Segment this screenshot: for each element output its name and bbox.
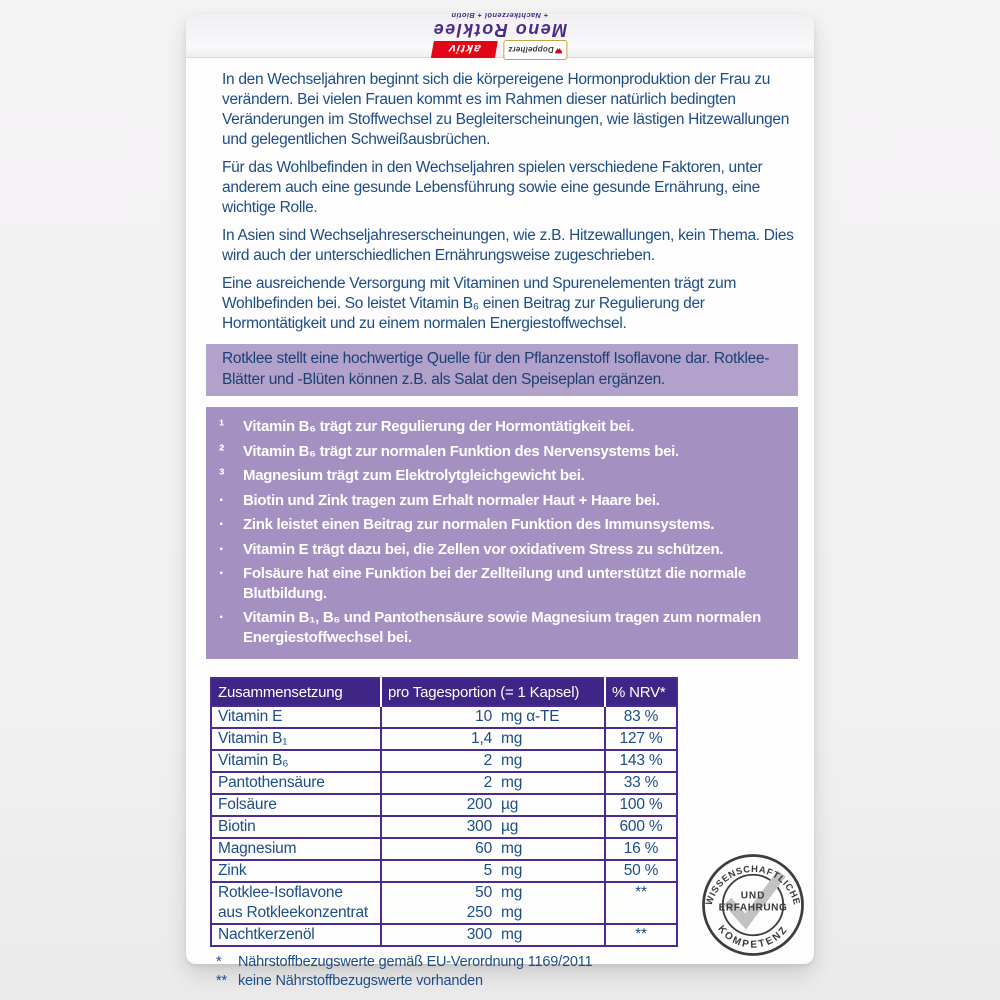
- cell-nrv: **: [605, 882, 677, 924]
- benefit-text: Magnesium trägt zum Elektrolytgleichgewicht bei.: [243, 467, 585, 484]
- table-row: [211, 860, 677, 882]
- table-row: [211, 882, 677, 924]
- seal-center-line2: ERFAHRUNG: [718, 902, 788, 914]
- cell-amount: 300 mg: [381, 924, 605, 946]
- cell-name: Pantothensäure: [211, 772, 381, 794]
- benefit-text: Vitamin B₆ trägt zur Regulierung der Hormontätigkeit bei.: [243, 418, 635, 435]
- package-back-panel: [186, 11, 814, 989]
- product-subtitle: + Nachtkerzenöl + Biotin: [451, 11, 549, 20]
- benefit-marker: ²: [219, 442, 225, 460]
- benefit-item: [216, 540, 782, 560]
- benefit-item: [216, 417, 782, 437]
- cell-amount: 2 mg: [381, 772, 605, 794]
- benefits-box: [206, 407, 798, 659]
- cell-amount: 5 mg: [381, 860, 605, 882]
- brand-block-upside-down: [432, 11, 567, 60]
- benefit-marker: ·: [219, 565, 225, 582]
- competence-seal: [698, 850, 808, 960]
- cell-amount: 200 µg: [381, 794, 605, 816]
- cell-nrv: 600 %: [605, 816, 677, 838]
- benefit-marker: ·: [219, 540, 225, 558]
- benefit-marker: ·: [219, 491, 225, 509]
- cell-nrv: 16 %: [605, 838, 677, 860]
- benefit-marker: ·: [219, 516, 225, 533]
- cell-nrv: 143 %: [605, 750, 677, 772]
- cell-name: Zink: [211, 860, 381, 882]
- benefit-item: [216, 466, 782, 486]
- benefit-text: Zink leistet einen Beitrag zur normalen Funktion des Immunsystems.: [243, 516, 715, 533]
- cell-name: Vitamin E: [211, 706, 381, 728]
- cell-nrv: 100 %: [605, 794, 677, 816]
- benefit-item: [216, 515, 782, 535]
- table-row: [211, 706, 677, 728]
- brand-row: [432, 40, 567, 60]
- cell-amount: 50 mg 250 mg: [381, 882, 605, 924]
- isoflavone-highlight-box: Rotklee stellt eine hochwertige Quelle für den Pflanzenstoff Isoflavone dar. Rotklee-Blätter und -Blüten können z.B. als Salat den Speiseplan ergänzen.: [206, 344, 798, 396]
- benefit-text: Biotin und Zink tragen zum Erhalt normaler Haut + Haare bei.: [243, 491, 660, 509]
- intro-paragraph: Eine ausreichende Versorgung mit Vitaminen und Spurenelementen trägt zum Wohlbefinden bei. So leistet Vitamin B₆ einen Beitrag zur Regulierung der Hormontätigkeit und zu einem normalen Energiestoffwechsel.: [222, 275, 737, 332]
- benefit-item: [216, 608, 782, 647]
- cell-amount: 2 mg: [381, 750, 605, 772]
- nutrition-table: [210, 677, 678, 947]
- doppelherz-logo: [504, 40, 568, 60]
- cell-nrv: 83 %: [605, 706, 677, 728]
- seal-arc-bottom-text: KOMPETENZ: [715, 923, 791, 951]
- benefit-marker: ³: [219, 467, 225, 484]
- cell-amount: 10 mg α-TE: [381, 706, 605, 728]
- col-header-nrv: % NRV*: [605, 678, 677, 706]
- cell-name: Folsäure: [211, 794, 381, 816]
- table-row: [211, 924, 677, 946]
- intro-paragraph: Für das Wohlbefinden in den Wechseljahren spielen verschiedene Faktoren, unter anderem auch eine gesunde Lebensführung sowie eine gesunde Ernährung, eine wichtige Rolle.: [222, 159, 763, 216]
- benefit-item: [216, 491, 782, 511]
- footnote-marker: *: [216, 954, 222, 970]
- col-header-composition: Zusammensetzung: [211, 678, 381, 706]
- cell-name: Vitamin B₁: [211, 728, 381, 750]
- product-name: Meno Rotklee: [432, 20, 568, 40]
- benefit-marker: ¹: [219, 418, 225, 435]
- cell-name: Biotin: [211, 816, 381, 838]
- aktiv-badge: aktiv: [431, 42, 498, 59]
- table-row: [211, 728, 677, 750]
- cell-nrv: 50 %: [605, 860, 677, 882]
- table-row: [211, 816, 677, 838]
- table-row: [211, 772, 677, 794]
- cell-name: Nachtkerzenöl: [211, 924, 381, 946]
- cell-nrv: 33 %: [605, 772, 677, 794]
- intro-paragraph: In den Wechseljahren beginnt sich die körpereigene Hormonproduktion der Frau zu verändern. Bei vielen Frauen kommt es im Rahmen dieser natürlich bedingten Veränderungen im Stoffwechsel zu Begleiterscheinungen, wie lästigen Hitzewallungen und gelegentlichen Schweißausbrüchen.: [222, 71, 790, 148]
- table-row: [211, 794, 677, 816]
- benefit-text: Vitamin B₁, B₆ und Pantothensäure sowie Magnesium tragen zum normalen Energiestoffwechsel bei.: [243, 609, 761, 646]
- footnote-text: keine Nährstoffbezugswerte vorhanden: [238, 973, 483, 989]
- cell-name: Vitamin B₆: [211, 750, 381, 772]
- table-header-row: [211, 678, 677, 706]
- seal-arc-top-text: WISSENSCHAFTLICHE: [703, 863, 803, 907]
- cell-amount: 60 mg: [381, 838, 605, 860]
- benefit-item: [216, 442, 782, 462]
- benefit-text: Vitamin E trägt dazu bei, die Zellen vor oxidativem Stress zu schützen.: [243, 540, 724, 558]
- footnote: [216, 972, 814, 991]
- col-header-daily-portion: pro Tagesportion (= 1 Kapsel): [381, 678, 605, 706]
- top-flap: [186, 11, 814, 58]
- cell-nrv: **: [605, 924, 677, 946]
- benefit-text: Folsäure hat eine Funktion bei der Zellteilung und unterstützt die normale Blutbildung.: [243, 565, 746, 602]
- benefit-text: Vitamin B₆ trägt zur normalen Funktion des Nervensystems bei.: [243, 442, 679, 460]
- benefit-item: [216, 564, 782, 603]
- table-row: [211, 750, 677, 772]
- cell-nrv: 127 %: [605, 728, 677, 750]
- benefit-marker: ·: [219, 609, 225, 626]
- cell-amount: 300 µg: [381, 816, 605, 838]
- cell-name: Magnesium: [211, 838, 381, 860]
- cell-name: Rotklee-Isoflavone aus Rotkleekonzentrat: [211, 882, 381, 924]
- seal-center-line1: UND: [740, 890, 766, 902]
- doppelherz-logo-text: Doppelherz: [508, 45, 555, 55]
- table-row: [211, 838, 677, 860]
- footnote-marker: **: [216, 973, 227, 989]
- intro-paragraph: In Asien sind Wechseljahreserscheinungen, wie z.B. Hitzewallungen, kein Thema. Dies wird auch der unterschiedlichen Ernährungsweise zugeschrieben.: [222, 227, 794, 264]
- cell-amount: 1,4 mg: [381, 728, 605, 750]
- footnote-text: Nährstoffbezugswerte gemäß EU-Verordnung 1169/2011: [238, 954, 593, 970]
- double-heart-icon: ♥♥: [559, 45, 563, 56]
